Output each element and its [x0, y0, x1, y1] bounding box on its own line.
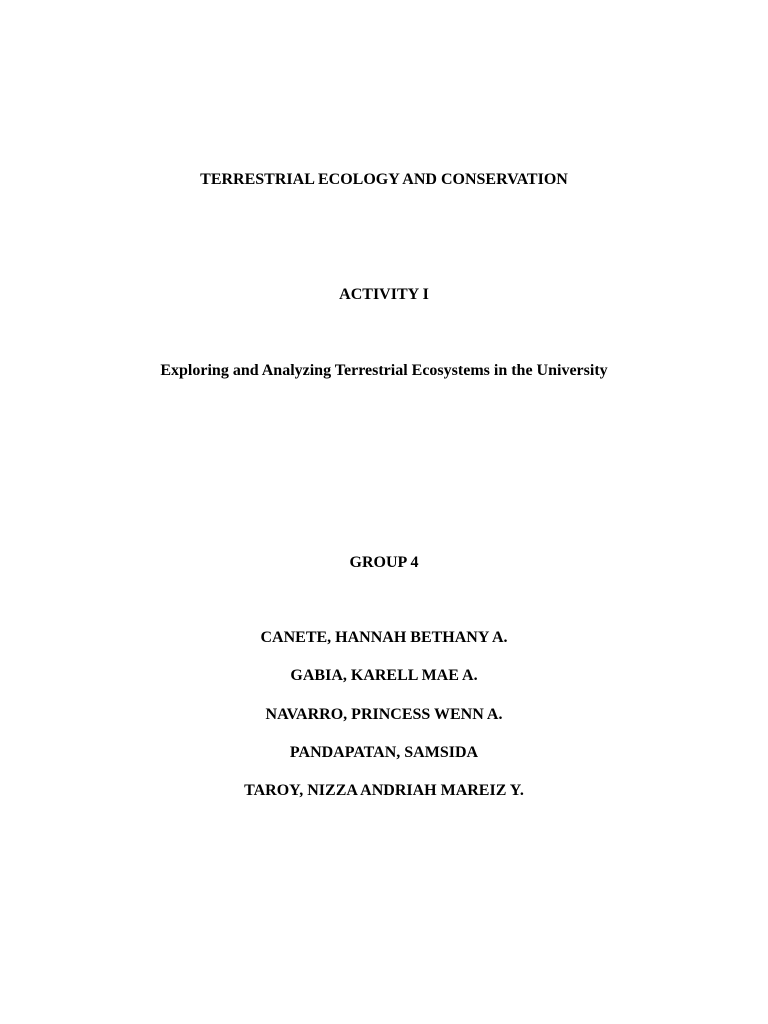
member-name: NAVARRO, PRINCESS WENN A.	[265, 706, 503, 723]
activity-subtitle: Exploring and Analyzing Terrestrial Ecosystems in the University	[160, 362, 608, 379]
activity-label: ACTIVITY I	[339, 286, 429, 303]
member-name: TAROY, NIZZA ANDRIAH MAREIZ Y.	[244, 782, 524, 799]
member-name: GABIA, KARELL MAE A.	[290, 667, 478, 684]
member-name: CANETE, HANNAH BETHANY A.	[260, 629, 508, 646]
group-label: GROUP 4	[349, 554, 419, 571]
course-title: TERRESTRIAL ECOLOGY AND CONSERVATION	[200, 171, 568, 188]
member-name: PANDAPATAN, SAMSIDA	[289, 744, 479, 761]
